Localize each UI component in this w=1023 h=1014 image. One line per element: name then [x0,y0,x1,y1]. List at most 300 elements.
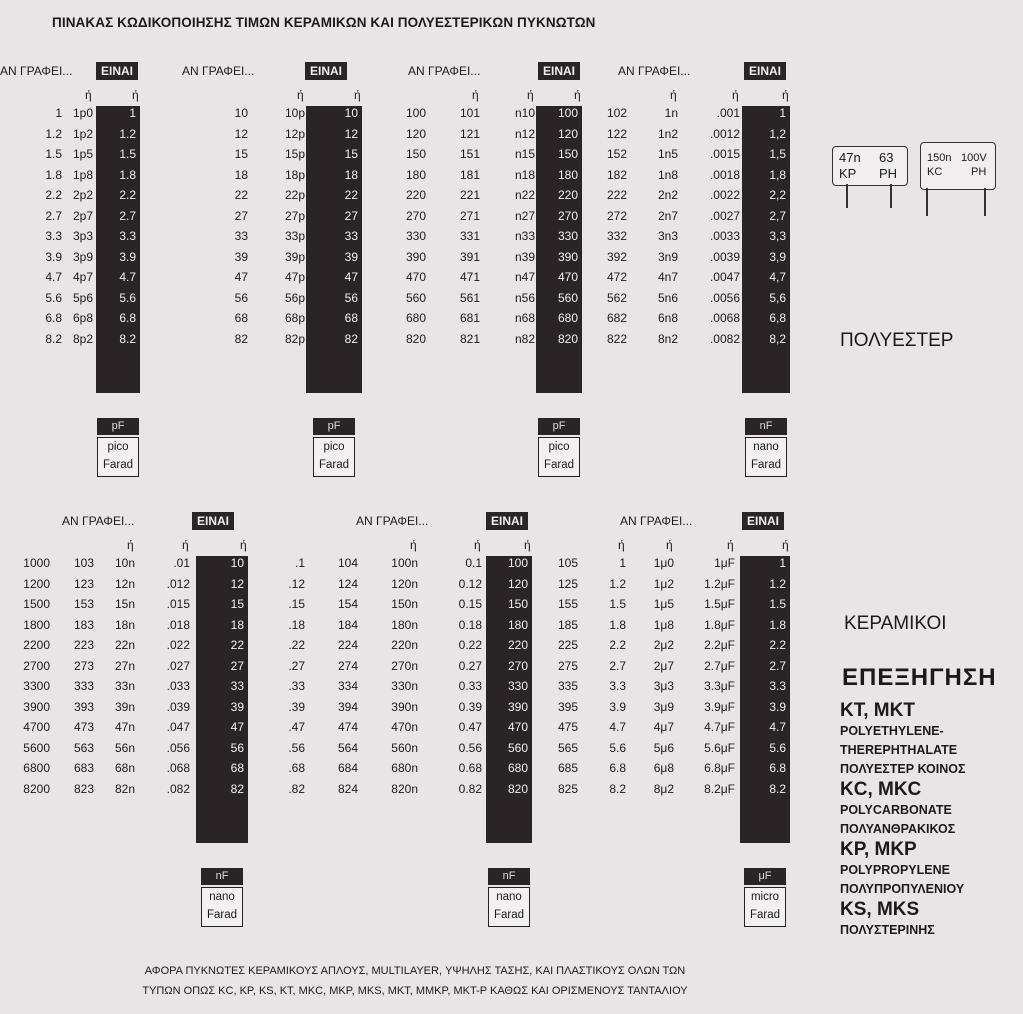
dielectric-description: ΠΟΛΥΑΝΘΡΑΚΙΚΟΣ [840,822,956,836]
code-cell: 10p [284,106,305,120]
code-cell: 153 [73,597,94,611]
code-cell: 333 [73,679,94,693]
code-cell: 683 [73,761,94,775]
code-cell: 18n [114,617,135,632]
value-cell: 6.8 [769,761,786,775]
value-cell: 120 [507,576,528,591]
unit-name-box [97,437,139,477]
unit-symbol: pF [97,418,139,435]
code-cell: 473 [73,720,94,734]
code-cell: 390 [405,249,426,264]
if-written-label: ΑΝ ΓΡΑΦΕΙ... [356,514,429,528]
code-cell: .15 [288,597,305,611]
value-cell: 1.5 [119,147,136,161]
code-cell: .0068 [709,311,740,325]
code-cell: 180 [405,167,426,182]
code-cell: 2.2 [609,638,626,652]
code-cell: 27 [234,208,248,223]
code-cell: 1.5 [45,147,62,161]
code-cell: .0082 [709,331,740,346]
value-cell: 2.7 [119,208,136,223]
value-cell: 330 [507,679,528,693]
code-cell: 1200 [23,576,50,591]
code-cell: .56 [288,740,305,755]
if-written-label: ΑΝ ΓΡΑΦΕΙ... [62,514,135,528]
unit-name-box [201,887,243,927]
unit-word: Farad [749,909,781,921]
is-label: ΕΙΝΑΙ [305,62,347,80]
code-cell: 561 [459,290,480,305]
value-cell: 3.3 [119,229,136,243]
or-label: ή [732,88,739,102]
page-title: ΠΙΝΑΚΑΣ ΚΩΔΙΚΟΠΟΙΗΣΗΣ ΤΙΜΩΝ ΚΕΡΑΜΙΚΩΝ ΚΑΙ ΠΟΛΥΕΣΤΕΡΙΚΩΝ ΠΥΚΝΩΤΩΝ [52,15,596,30]
value-cell: 560 [557,290,578,305]
code-cell: .082 [166,781,190,796]
value-cell: 1,2 [769,126,786,141]
value-cell: 390 [507,699,528,714]
value-cell: 39 [230,699,244,714]
code-cell: 1000 [23,556,50,570]
value-cell: 27 [230,658,244,673]
value-cell: 220 [507,638,528,652]
code-cell: 330 [405,229,426,243]
code-cell: .68 [288,761,305,775]
code-cell: 68p [284,311,305,325]
code-cell: 6n8 [657,311,678,325]
code-cell: 39p [284,249,305,264]
code-cell: 470 [405,270,426,284]
code-cell: 4p7 [72,270,93,284]
value-cell: 220 [557,188,578,202]
if-written-label: ΑΝ ΓΡΑΦΕΙ... [408,64,481,78]
code-cell: 680 [405,311,426,325]
value-cell: 680 [507,761,528,775]
value-cell: 180 [507,617,528,632]
value-cell: 18 [344,167,358,182]
value-cell: 22 [230,638,244,652]
value-cell: 330 [557,229,578,243]
capacitor-brand: PH [879,166,898,181]
or-label: ή [727,538,734,552]
code-cell: 10 [234,106,248,120]
or-label: ή [618,538,625,552]
code-cell: 221 [459,188,480,202]
code-cell: 820 [405,331,426,346]
if-written-label: ΑΝ ΓΡΑΦΕΙ... [182,64,255,78]
value-cell: 1.2 [769,576,786,591]
is-label: ΕΙΝΑΙ [744,62,786,80]
value-cell: 2,2 [769,188,786,202]
code-cell: 1p5 [72,147,93,161]
code-cell: 6p8 [72,311,93,325]
value-cell: 180 [557,167,578,182]
code-cell: 3.3 [609,679,626,693]
code-cell: 0.22 [458,638,482,652]
code-cell: 121 [459,126,480,141]
polyester-label: ΠΟΛΥΕΣΤΕΡ [840,330,954,351]
code-cell: .82 [288,781,305,796]
code-cell: 124 [337,576,358,591]
or-label: ή [297,88,304,102]
value-cell: 10 [230,556,244,570]
unit-symbol: pF [313,418,355,435]
value-cell: 1,8 [769,167,786,182]
code-cell: 1.8 [609,617,626,632]
dielectric-code: KS, MKS [840,899,920,920]
value-cell: 3.9 [769,699,786,714]
explanation-title: ΕΠΕΞΗΓΗΣΗ [842,664,997,691]
or-label: ή [524,538,531,552]
code-cell: 820n [391,781,418,796]
value-cell: 100 [507,556,528,570]
code-cell: 562 [606,290,627,305]
code-cell: 56n [114,740,135,755]
code-cell: 560 [405,290,426,305]
unit-word: Farad [493,909,525,921]
code-cell: 8.2 [609,781,626,796]
code-cell: 1n5 [657,147,678,161]
code-cell: 6800 [23,761,50,775]
code-cell: 4μ7 [653,720,674,734]
value-cell: 2.7 [769,658,786,673]
value-cell: 390 [557,249,578,264]
is-label: ΕΙΝΑΙ [538,62,580,80]
unit-name-box [488,887,530,927]
code-cell: 225 [557,638,578,652]
capacitor-lead [890,184,892,208]
code-cell: n27 [514,208,535,223]
code-cell: 150 [405,147,426,161]
or-label: ή [782,88,789,102]
code-cell: 0.27 [458,658,482,673]
code-cell: n82 [514,331,535,346]
code-cell: 82n [114,781,135,796]
unit-word: Farad [318,459,350,471]
value-cell: 820 [557,331,578,346]
code-cell: 100 [405,106,426,120]
code-cell: 3μ3 [653,679,674,693]
value-cell: 6,8 [769,311,786,325]
code-cell: 394 [337,699,358,714]
code-cell: 471 [459,270,480,284]
unit-symbol: μF [744,868,786,885]
is-label: ΕΙΝΑΙ [486,512,528,530]
value-cell: 4,7 [769,270,786,284]
value-cell: 1 [779,556,786,570]
code-cell: 1800 [23,617,50,632]
footer-note [30,961,800,1001]
value-cell: 1.8 [769,617,786,632]
code-cell: 22n [114,638,135,652]
unit-name-box [313,437,355,477]
value-cell: 820 [507,781,528,796]
code-cell: .1 [294,556,305,570]
value-cell: 5.6 [119,290,136,305]
value-cell: 1.8 [119,167,136,182]
code-cell: 185 [557,617,578,632]
code-cell: 393 [73,699,94,714]
code-cell: 0.12 [458,576,482,591]
code-cell: 1n2 [657,126,678,141]
code-cell: .0027 [709,208,740,223]
code-cell: 272 [606,208,627,223]
or-label: ή [354,88,361,102]
code-cell: 821 [459,331,480,346]
value-cell: 39 [344,249,358,264]
code-cell: 474 [337,720,358,734]
value-cell: 2.2 [769,638,786,652]
code-cell: 1n8 [657,167,678,182]
value-cell: 2.2 [119,188,136,202]
code-cell: 330n [391,679,418,693]
code-cell: 684 [337,761,358,775]
code-cell: 224 [337,638,358,652]
capacitor-brand: PH [971,166,987,178]
code-cell: 1 [55,106,62,120]
value-cell: 68 [344,311,358,325]
code-cell: .015 [166,597,190,611]
code-cell: 3.3 [45,229,62,243]
code-cell: 33p [284,229,305,243]
code-cell: 1n [664,106,678,120]
code-cell: 391 [459,249,480,264]
code-cell: .0022 [709,188,740,202]
value-cell: 82 [230,781,244,796]
dielectric-description: POLYETHYLENE- [840,724,944,738]
or-label: ή [574,88,581,102]
code-cell: 56 [234,290,248,305]
unit-word: Farad [206,909,238,921]
capacitor-body [920,142,996,190]
value-cell: 18 [230,617,244,632]
code-cell: 101 [459,106,480,120]
value-cell: 1.2 [119,126,136,141]
code-cell: .22 [288,638,305,652]
code-cell: .0033 [709,229,740,243]
value-cell: 1 [129,106,136,120]
code-cell: 0.82 [458,781,482,796]
or-label: ή [474,538,481,552]
value-cell: 12 [230,576,244,591]
code-cell: 3p3 [72,229,93,243]
unit-symbol: nF [201,868,243,885]
or-label: ή [527,88,534,102]
code-cell: n10 [514,106,535,120]
code-cell: 5μ6 [653,740,674,755]
code-cell: 223 [73,638,94,652]
code-cell: 5.6 [45,290,62,305]
code-cell: n15 [514,147,535,161]
code-cell: 273 [73,658,94,673]
code-cell: 4700 [23,720,50,734]
code-cell: 222 [606,188,627,202]
capacitor-value: 47n [839,150,861,165]
code-cell: 271 [459,208,480,223]
value-bar [196,556,248,843]
is-label: ΕΙΝΑΙ [192,512,234,530]
code-cell: 4.7 [609,720,626,734]
code-cell: 5.6μF [704,740,735,755]
code-cell: 270n [391,658,418,673]
or-label: ή [670,88,677,102]
code-cell: 3n3 [657,229,678,243]
unit-symbol: pF [538,418,580,435]
code-cell: 1.8 [45,167,62,182]
value-cell: 270 [557,208,578,223]
code-cell: 1 [619,556,626,570]
code-cell: 27n [114,658,135,673]
value-cell: 56 [230,740,244,755]
code-cell: .01 [173,556,190,570]
code-cell: 220n [391,638,418,652]
code-cell: 33 [234,229,248,243]
code-cell: 2n7 [657,208,678,223]
value-cell: 56 [344,290,358,305]
code-cell: 3900 [23,699,50,714]
code-cell: 180n [391,617,418,632]
code-cell: 1p0 [72,106,93,120]
code-cell: 1μ5 [653,597,674,611]
code-cell: 104 [337,556,358,570]
value-cell: 3.9 [119,249,136,264]
code-cell: 8p2 [72,331,93,346]
code-cell: 1.2 [609,576,626,591]
or-label: ή [472,88,479,102]
capacitor-value: 150n [927,152,952,164]
code-cell: 682 [606,311,627,325]
code-cell: 1.8μF [704,617,735,632]
value-cell: 680 [557,311,578,325]
code-cell: 2p7 [72,208,93,223]
code-cell: 2700 [23,658,50,673]
code-cell: 3.3μF [704,679,735,693]
value-cell: 10 [344,106,358,120]
code-cell: 183 [73,617,94,632]
code-cell: 120n [391,576,418,591]
code-cell: 1.5μF [704,597,735,611]
capacitor-lead [926,188,928,216]
code-cell: 565 [557,740,578,755]
or-label: ή [127,538,134,552]
value-cell: 1,5 [769,147,786,161]
capacitor-lead [846,184,848,208]
code-cell: 5p6 [72,290,93,305]
code-cell: n56 [514,290,535,305]
code-cell: 181 [459,167,480,182]
code-cell: 27p [284,208,305,223]
unit-symbol: nF [745,418,787,435]
dielectric-code: KP, MKP [840,839,917,860]
code-cell: 22p [284,188,305,202]
code-cell: n47 [514,270,535,284]
code-cell: 10n [114,556,135,570]
code-cell: n68 [514,311,535,325]
value-cell: 120 [557,126,578,141]
if-written-label: ΑΝ ΓΡΑΦΕΙ... [618,64,691,78]
if-written-label: ΑΝ ΓΡΑΦΕΙ... [0,64,73,78]
code-cell: 475 [557,720,578,734]
unit-prefix: nano [209,891,235,903]
value-cell: 4.7 [769,720,786,734]
code-cell: .018 [166,617,190,632]
code-cell: 47 [234,270,248,284]
code-cell: 2.2 [45,188,62,202]
code-cell: 15p [284,147,305,161]
value-cell: 8.2 [769,781,786,796]
value-cell: 8,2 [769,331,786,346]
capacitor-voltage: 63 [879,150,894,165]
value-cell: 8.2 [119,331,136,346]
code-cell: .12 [288,576,305,591]
code-cell: 22 [234,188,248,202]
unit-prefix: micro [750,891,780,903]
code-cell: 2μ7 [653,658,674,673]
value-cell: 4.7 [119,270,136,284]
code-cell: .27 [288,658,305,673]
or-label: ή [182,538,189,552]
unit-symbol: nF [488,868,530,885]
code-cell: 6μ8 [653,761,674,775]
code-cell: 390n [391,699,418,714]
code-cell: 6.8 [45,311,62,325]
capacitor-illustration-1 [832,146,912,216]
code-cell: 151 [459,147,480,161]
code-cell: .047 [166,720,190,734]
capacitor-type: KP [839,166,857,181]
code-cell: 334 [337,679,358,693]
code-cell: .027 [166,658,190,673]
value-cell: 12 [344,126,358,141]
code-cell: 335 [557,679,578,693]
code-cell: 120 [405,126,426,141]
code-cell: 3.9μF [704,699,735,714]
code-cell: 1μ2 [653,576,674,591]
unit-word: Farad [543,459,575,471]
capacitor-illustration-2 [920,142,1000,222]
code-cell: .47 [288,720,305,734]
code-cell: 2200 [23,638,50,652]
code-cell: 39 [234,249,248,264]
value-cell: 22 [344,188,358,202]
code-cell: 0.1 [465,556,482,570]
code-cell: 0.15 [458,597,482,611]
value-cell: 47 [230,720,244,734]
code-cell: 0.56 [458,740,482,755]
code-cell: 68 [234,311,248,325]
unit-prefix: pico [107,441,129,453]
code-cell: .033 [166,679,190,693]
or-label: ή [410,538,417,552]
code-cell: 184 [337,617,358,632]
value-cell: 470 [507,720,528,734]
code-cell: .0012 [709,126,740,141]
code-cell: 105 [557,556,578,570]
code-cell: 824 [337,781,358,796]
code-cell: 150n [391,597,418,611]
code-cell: 125 [557,576,578,591]
code-cell: 182 [606,167,627,182]
code-cell: 331 [459,229,480,243]
dielectric-description: POLYPROPYLENE [840,863,950,877]
unit-prefix: nano [753,441,779,453]
value-cell: 47 [344,270,358,284]
code-cell: 18 [234,167,248,182]
code-cell: 3μ9 [653,699,674,714]
code-cell: 470n [391,720,418,734]
value-cell: 150 [557,147,578,161]
code-cell: 2μ2 [653,638,674,652]
value-cell: 100 [557,106,578,120]
